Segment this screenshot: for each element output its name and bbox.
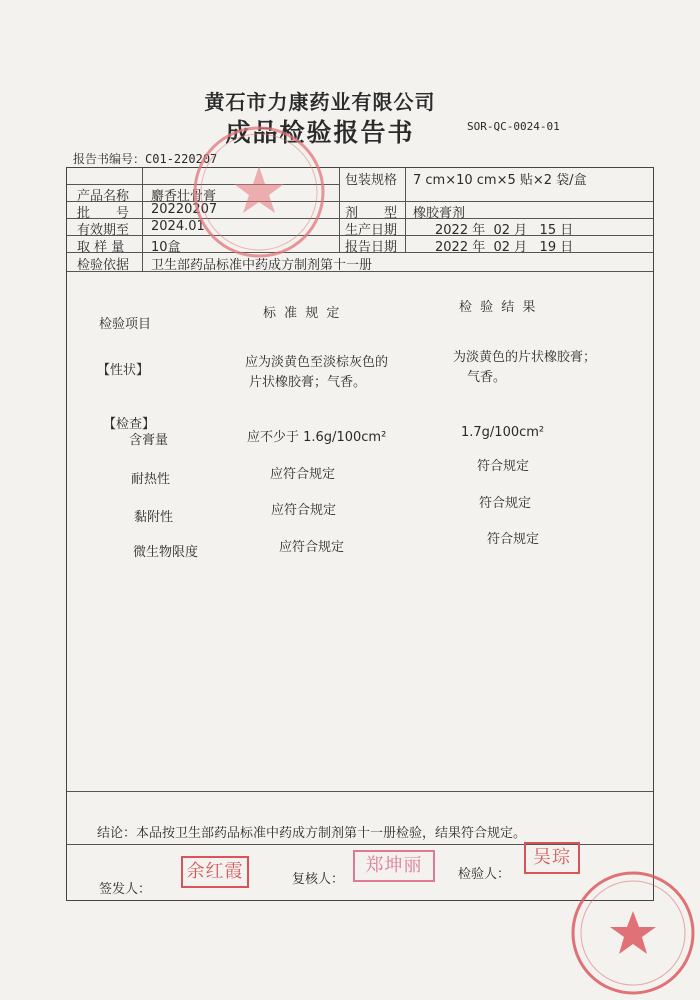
row-line — [67, 791, 653, 792]
conclusion-text: 结论：本品按卫生部药品标准中药成方制剂第十一册检验，结果符合规定。 — [97, 826, 527, 841]
basis-value: 卫生部药品标准中药成方制剂第十一册 — [151, 258, 373, 273]
issuer-label: 签发人： — [99, 882, 152, 897]
item-standard: 应符合规定 — [271, 503, 337, 518]
col-line — [339, 168, 340, 252]
report-number-label: 报告书编号： — [73, 152, 146, 166]
batch-value: 20220207 — [151, 202, 218, 217]
expiry-label: 有效期至 — [77, 223, 130, 238]
prod-date-value: 2022 年 02 月 15 日 — [435, 223, 574, 238]
product-name-value: 麝香壮骨膏 — [151, 189, 217, 204]
reviewer-label: 复核人： — [292, 872, 345, 887]
company-seal-icon — [184, 122, 334, 262]
report-date-label: 报告日期 — [345, 240, 398, 255]
appearance-result-line2: 气香。 — [467, 370, 507, 385]
batch-label: 批 号 — [77, 206, 130, 221]
pack-value: 7 cm×10 cm×5 贴×2 袋/盒 — [413, 173, 587, 188]
doc-code: SOR-QC-0024-01 — [467, 120, 560, 133]
item-name: 耐热性 — [131, 472, 171, 487]
company-name: 黄石市力康药业有限公司 — [204, 90, 436, 114]
appearance-result-line1: 为淡黄色的片状橡胶膏； — [453, 350, 597, 365]
item-name: 微生物限度 — [133, 545, 199, 560]
item-result: 符合规定 — [487, 532, 540, 547]
inspector-label: 检验人： — [458, 867, 511, 882]
col-line — [405, 168, 406, 252]
report-frame — [66, 167, 654, 901]
pack-label: 包装规格 — [345, 173, 398, 188]
form-value: 橡胶膏剂 — [413, 206, 466, 221]
product-name-label: 产品名称 — [77, 189, 130, 204]
sample-qty-label: 取 样 量 — [77, 240, 125, 255]
inspector-signature-stamp: 吴琮 — [524, 842, 580, 874]
item-name: 含膏量 — [129, 433, 169, 448]
prod-date-label: 生产日期 — [345, 223, 398, 238]
item-standard: 应不少于 1.6g/100cm² — [247, 430, 387, 445]
item-result: 1.7g/100cm² — [461, 425, 545, 440]
item-standard: 应符合规定 — [270, 467, 336, 482]
issuer-signature-stamp: 余红霞 — [181, 856, 249, 888]
basis-label: 检验依据 — [77, 258, 130, 273]
report-title: 成品检验报告书 — [225, 118, 415, 147]
form-label: 剂 型 — [345, 206, 398, 221]
appearance-label: 【性状】 — [97, 363, 150, 378]
col-header-standard: 标 准 规 定 — [263, 306, 342, 321]
appearance-standard-line1: 应为淡黄色至淡棕灰色的 — [245, 355, 389, 370]
inspection-seal-icon — [566, 866, 700, 1000]
reviewer-signature-stamp: 郑坤丽 — [353, 850, 435, 882]
item-name: 黏附性 — [134, 510, 174, 525]
col-header-result: 检 验 结 果 — [459, 300, 538, 315]
expiry-value: 2024.01 — [151, 219, 205, 234]
appearance-standard-line2: 片状橡胶膏；气香。 — [249, 375, 367, 390]
col-header-item: 检验项目 — [99, 317, 152, 332]
report-number-value: C01-220207 — [145, 152, 218, 166]
sample-qty-value: 10盒 — [151, 240, 181, 255]
col-line — [142, 168, 143, 271]
item-result: 符合规定 — [479, 496, 532, 511]
item-standard: 应符合规定 — [279, 540, 345, 555]
report-date-value: 2022 年 02 月 19 日 — [435, 240, 574, 255]
item-result: 符合规定 — [477, 459, 530, 474]
check-label: 【检查】 — [103, 417, 156, 432]
